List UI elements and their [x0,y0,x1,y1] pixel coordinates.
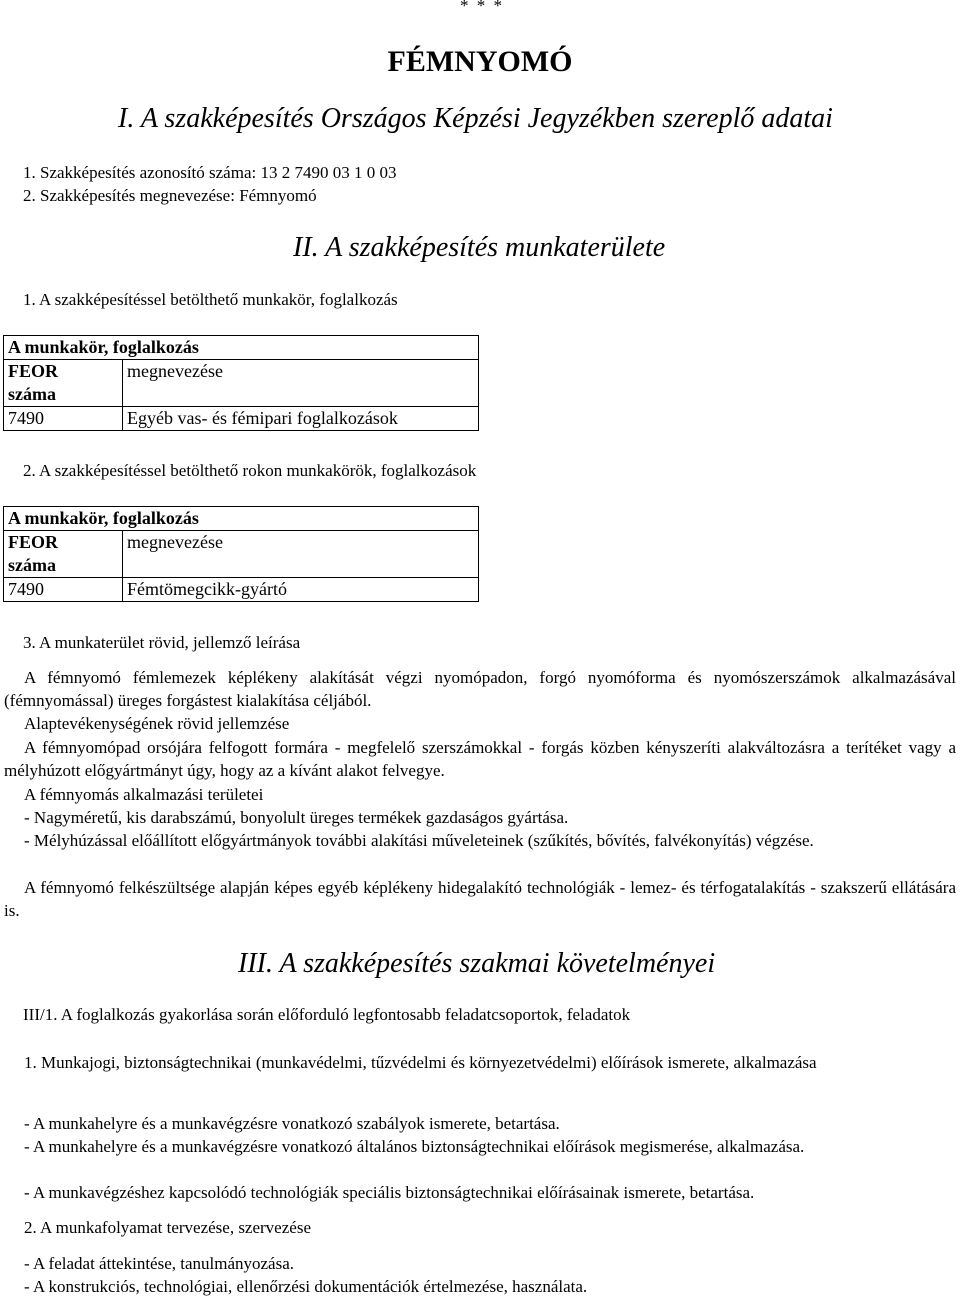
capabilities-text: A fémnyomó felkészültsége alapján képes egyéb képlékeny hidegalakító technológiák - lemez- és térfogatalakítás - szakszerű ellátására is. [4,878,956,920]
application-area-item: - Mélyhúzással előállított előgyártmányok további alakítási műveleteinek (szűkítés, bővítés, falvékonyítás) végzése. [24,831,814,850]
task-group-1-title: 1. Munkajogi, biztonságtechnikai (munkavédelmi, tűzvédelmi és környezetvédelmi) előírások ismerete, alkalmazása [24,1053,817,1072]
table-header: A munkakör, foglalkozás [4,336,479,360]
document-title: FÉMNYOMÓ [387,45,573,78]
subsection-2-2-title: 2. A szakképesítéssel betölthető rokon munkakörök, foglalkozások [23,461,477,480]
qualification-id: 1. Szakképesítés azonosító száma: 13 2 7490 03 1 0 03 [23,163,397,182]
feor-label-line2: száma [8,384,56,404]
name-column-header: megnevezése [123,360,479,407]
task-item: - A konstrukciós, technológiai, ellenőrzési dokumentációk értelmezése, használata. [24,1277,588,1296]
page-separator-stars: * * * [460,0,504,15]
feor-code-cell: 7490 [4,578,123,602]
qualification-name: 2. Szakképesítés megnevezése: Fémnyomó [23,186,317,205]
feor-column-header [4,360,123,407]
occupation-name-cell: Fémtömegcikk-gyártó [123,578,479,602]
section-1-heading: I. A szakképesítés Országos Képzési Jegyzékben szereplő adatai [118,103,833,134]
occupation-name-cell: Egyéb vas- és fémipari foglalkozások [123,407,479,431]
application-area-item: - Nagyméretű, kis darabszámú, bonyolult üreges termékek gazdaságos gyártása. [24,808,569,827]
feor-label: FEOR [8,532,59,552]
occupation-table [3,335,479,431]
task-item: - A feladat áttekintése, tanulmányozása. [24,1254,295,1273]
subsection-3-1-title: III/1. A foglalkozás gyakorlása során előforduló legfontosabb feladatcsoportok, feladatok [23,1005,631,1024]
subsection-2-3-title: 3. A munkaterület rövid, jellemző leírása [23,633,301,652]
task-item: - A munkahelyre és a munkavégzésre vonatkozó általános biztonságtechnikai előírások megismerése, alkalmazása. [24,1137,805,1156]
feor-label: FEOR [8,361,59,381]
table-header: A munkakör, foglalkozás [4,507,479,531]
core-activity-title: Alaptevékenységének rövid jellemzése [24,714,290,733]
core-activity-text: A fémnyomópad orsójára felfogott formára - megfelelő szerszámokkal - forgás közben kényszeríti alakváltozásra a terítéket vagy a mélyhúzott előgyártmányt úgy, hogy az a kívánt alakot felvegye. [4,738,956,780]
work-area-description: A fémnyomó fémlemezek képlékeny alakítását végzi nyomópadon, forgó nyomóforma és nyomószerszámok alkalmazásával (fémnyomással) üreges forgástest kialakítása céljából. [4,668,956,710]
subsection-2-1-title: 1. A szakképesítéssel betölthető munkakör, foglalkozás [23,290,398,309]
feor-code-cell: 7490 [4,407,123,431]
task-group-2-title: 2. A munkafolyamat tervezése, szervezése [24,1218,311,1237]
feor-column-header [4,531,123,578]
feor-label-line2: száma [8,555,56,575]
related-occupation-table [3,506,479,602]
section-2-heading: II. A szakképesítés munkaterülete [293,232,666,263]
application-areas-title: A fémnyomás alkalmazási területei [24,785,264,804]
task-item: - A munkahelyre és a munkavégzésre vonatkozó szabályok ismerete, betartása. [24,1114,560,1133]
task-item: - A munkavégzéshez kapcsolódó technológiák speciális biztonságtechnikai előírásainak ismerete, betartása. [24,1183,755,1202]
section-3-heading: III. A szakképesítés szakmai követelményei [238,948,716,979]
name-column-header: megnevezése [123,531,479,578]
